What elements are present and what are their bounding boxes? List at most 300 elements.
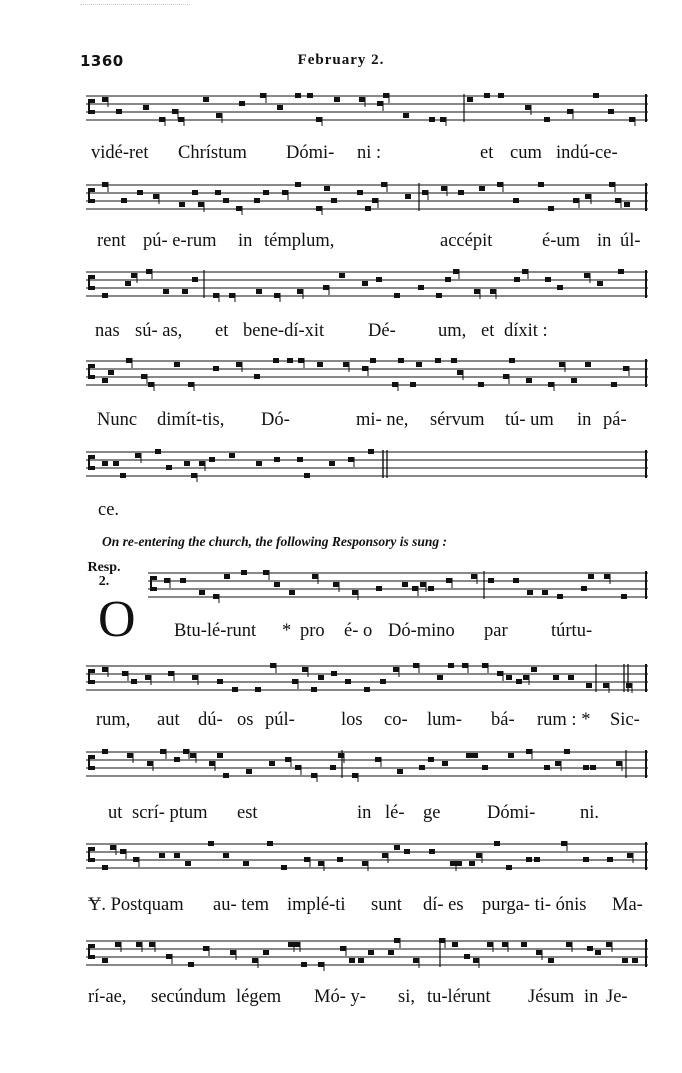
neume [120,473,126,478]
syllable: aut [157,710,180,730]
neume [159,117,165,122]
neume [428,586,434,591]
neume [229,453,235,458]
neume [404,849,410,854]
neume [190,753,196,758]
neume [160,749,166,754]
neume [338,753,344,758]
neume [514,277,520,282]
syllable: bene-dí-xit [243,321,325,341]
neume [376,586,382,591]
neume [616,761,622,766]
neume [622,958,628,963]
neume [611,382,617,387]
neume [458,190,464,195]
neume [153,194,159,199]
neume [393,667,399,672]
neume [506,675,512,680]
syllable: purga- ti- ónis [482,895,587,915]
neume [531,667,537,672]
lyric-line-1 [0,143,682,167]
neume [131,273,137,278]
responsory-label [84,561,124,589]
neume [274,582,280,587]
syllable: in [584,987,599,1007]
neume [217,679,223,684]
syllable: vidé-ret [91,143,149,163]
neume [627,853,633,858]
neume [263,570,269,575]
neume [209,761,215,766]
syllable: ge [423,803,441,823]
neume [148,382,154,387]
do-clef-icon [88,455,95,470]
page-number: 1360 [80,52,124,70]
neume [224,574,230,579]
syllable: pú- e-rum [143,231,217,251]
staff-lines [86,662,648,696]
neume [331,198,337,203]
neume [172,109,178,114]
neume [352,773,358,778]
neume [516,679,522,684]
neume [318,675,324,680]
neume [311,687,317,692]
neume [413,958,419,963]
neume [318,962,324,967]
neume [146,269,152,274]
neume [288,942,294,947]
neume [164,578,170,583]
neume [526,378,532,383]
neume [593,93,599,98]
neume [446,578,452,583]
syllable: et [215,321,229,341]
neume [513,578,519,583]
neume [137,190,143,195]
neume [352,590,358,595]
neume [544,765,550,770]
neume [281,865,287,870]
syllable: Dó-mino [388,621,455,641]
syllable: secúndum [151,987,227,1007]
neume [307,93,313,98]
neume [180,578,186,583]
neume [252,958,258,963]
neume [364,687,370,692]
neume [557,285,563,290]
neume [536,950,542,955]
neume [255,687,261,692]
do-clef-icon [88,847,95,862]
do-clef-icon [150,576,157,591]
syllable: co- [384,710,408,730]
syllable: si, [398,987,415,1007]
neume [428,757,434,762]
neume [163,289,169,294]
syllable: et [481,321,495,341]
neume [420,582,426,587]
neume [453,269,459,274]
neume [223,198,229,203]
neume [174,362,180,367]
neume [557,594,563,599]
neume [199,590,205,595]
neume [623,366,629,371]
neume [467,97,473,102]
neume [476,853,482,858]
neume [122,671,128,676]
neume [442,761,448,766]
neume [394,938,400,943]
neume [339,273,345,278]
neume [585,362,591,367]
syllable: in [577,410,592,430]
neume [316,117,322,122]
neume [452,942,458,947]
syllable: témplum, [264,231,335,251]
syllable: lum- [427,710,462,730]
neume [553,675,559,680]
staff-lines [86,357,648,391]
syllable: accépit [440,231,493,251]
neume [256,461,262,466]
syllable: in [357,803,372,823]
syllable: Sic- [610,710,640,730]
neume [544,117,550,122]
staff-lines [86,840,648,874]
neume [632,958,638,963]
do-clef-icon [88,755,95,770]
neume [588,574,594,579]
syllable: au- tem [213,895,269,915]
syllable: tú- um [505,410,554,430]
neume [585,194,591,199]
lyric-line-8 [0,803,682,827]
neume [267,841,273,846]
syllable: Dómi- [487,803,536,823]
neume [586,683,592,688]
syllable: Dó- [261,410,290,430]
neume [624,202,630,207]
do-clef-icon [88,364,95,379]
neume [174,853,180,858]
neume [437,675,443,680]
neume [542,590,548,595]
music-staff-6 [148,569,648,603]
music-staff-5 [86,448,648,482]
music-staff-10 [86,937,648,971]
neume [410,382,416,387]
staff-lines [86,937,648,971]
neume [184,461,190,466]
neume [292,679,298,684]
neume [595,950,601,955]
neume [555,761,561,766]
neume [229,293,235,298]
staff-lines [86,268,648,302]
neume [102,182,108,187]
neume [451,358,457,363]
neume [464,954,470,959]
syllable: dú- [198,710,223,730]
neume [318,861,324,866]
neume [102,461,108,466]
neume [295,182,301,187]
neume [263,950,269,955]
neume [116,109,122,114]
rubric-instruction: On re-entering the church, the following Responsory is sung : [102,534,448,549]
neume [102,378,108,383]
syllable: Dé- [368,321,396,341]
neume [216,113,222,118]
neume [362,281,368,286]
neume [311,773,317,778]
neume [343,362,349,367]
lyric-line-10 [0,987,682,1011]
syllable: púl- [265,710,295,730]
neume [581,586,587,591]
music-staff-4 [86,357,648,391]
neume [188,962,194,967]
lyric-line-2 [0,231,682,255]
neume [168,671,174,676]
syllable: est [237,803,258,823]
neume [241,570,247,575]
neume [304,857,310,862]
lyric-line-3 [0,321,682,345]
syllable: sunt [371,895,402,915]
neume [236,206,242,211]
lyric-line-6 [0,621,682,645]
neume [131,679,137,684]
syllable: * [282,621,292,641]
neume [294,942,300,947]
neume [568,675,574,680]
syllable: ni : [357,143,382,163]
neume [285,757,291,762]
initial-letter: O [98,591,136,648]
neume [368,449,374,454]
neume [345,679,351,684]
neume [178,117,184,122]
neume [274,293,280,298]
responsory-number: 2. [98,574,110,589]
neume [484,93,490,98]
neume [416,362,422,367]
neume [135,453,141,458]
staff-lines [86,92,648,126]
neume [273,358,279,363]
syllable: et [480,143,494,163]
neume [523,675,529,680]
neume [441,186,447,191]
neume [295,93,301,98]
neume [403,113,409,118]
neume [330,765,336,770]
neume [243,861,249,866]
neume [607,857,613,862]
neume [217,753,223,758]
syllable: in [238,231,253,251]
neume [597,281,603,286]
neume [564,749,570,754]
neume [289,590,295,595]
syllable: dí- es [423,895,464,915]
neume [159,853,165,858]
music-staff-3 [86,268,648,302]
neume [502,942,508,947]
neume [179,202,185,207]
syllable: ce. [98,500,120,520]
neume [448,663,454,668]
syllable: rí-ae, [88,987,127,1007]
neume [474,289,480,294]
neume [362,366,368,371]
neume [566,942,572,947]
neume [457,370,463,375]
neume [349,958,355,963]
neume [419,765,425,770]
syllable: cum [510,143,542,163]
neume [590,765,596,770]
neume [522,269,528,274]
neume [143,105,149,110]
neume [394,845,400,850]
neume [561,841,567,846]
neume [203,946,209,951]
neume [256,289,262,294]
neume [478,382,484,387]
neume [405,194,411,199]
neume [329,461,335,466]
neume [626,683,632,688]
neume [490,289,496,294]
neume [471,574,477,579]
syllable: lé- [385,803,405,823]
syllable: úl- [620,231,641,251]
neume [133,857,139,862]
neume [102,293,108,298]
neume [334,97,340,102]
neume [548,206,554,211]
neume [270,663,276,668]
syllable: Nunc [97,410,138,430]
neume [230,950,236,955]
neume [548,382,554,387]
neume [380,679,386,684]
neume [192,277,198,282]
neume [191,473,197,478]
neume [587,946,593,951]
neume [439,938,445,943]
neume [188,382,194,387]
neume [185,861,191,866]
neume [472,753,478,758]
neume [141,374,147,379]
neume [121,198,127,203]
neume [494,841,500,846]
neume [413,663,419,668]
neume [559,362,565,367]
neume [422,190,428,195]
neume [583,765,589,770]
neume [282,190,288,195]
neume [182,289,188,294]
neume [208,841,214,846]
neume [120,849,126,854]
syllable: bá- [491,710,515,730]
syllable: tu-lérunt [427,987,491,1007]
neume [362,861,368,866]
lyric-line-7 [0,710,682,734]
syllable: Btu-lé-runt [174,621,257,641]
syllable: Je- [606,987,628,1007]
neume [571,378,577,383]
syllable: túrtu- [551,621,593,641]
scan-artifact [80,4,190,7]
staff-lines [148,569,648,603]
neume [239,101,245,106]
neume [506,865,512,870]
neume [526,857,532,862]
neume [436,293,442,298]
music-staff-8 [86,748,648,782]
syllable: rum : * [537,710,591,730]
syllable: é- o [344,621,373,641]
neume [382,853,388,858]
neume [215,190,221,195]
neume [368,950,374,955]
neume [317,362,323,367]
neume [166,465,172,470]
do-clef-icon [88,99,95,114]
syllable: Dómi- [286,143,335,163]
neume [503,374,509,379]
responsory-abbrev: Resp. [87,560,121,575]
syllable: pro [300,621,325,641]
neume [337,857,343,862]
neume [297,289,303,294]
syllable: sú- as, [135,321,183,341]
neume [149,942,155,947]
neume [126,358,132,363]
neume [254,374,260,379]
neume [526,749,532,754]
neume [223,853,229,858]
neume [269,761,275,766]
neume [573,198,579,203]
neume [260,93,266,98]
neume [232,687,238,692]
neume [584,273,590,278]
neume [469,861,475,866]
syllable: pá- [603,410,627,430]
neume [538,182,544,187]
neume [370,358,376,363]
neume [236,362,242,367]
neume [274,457,280,462]
neume [298,358,304,363]
neume [604,574,610,579]
lyric-line-4 [0,410,682,434]
syllable: scrí- ptum [132,803,208,823]
syllable: é-um [542,231,581,251]
neume [479,186,485,191]
neume [383,93,389,98]
neume [348,457,354,462]
music-staff-2 [86,181,648,215]
